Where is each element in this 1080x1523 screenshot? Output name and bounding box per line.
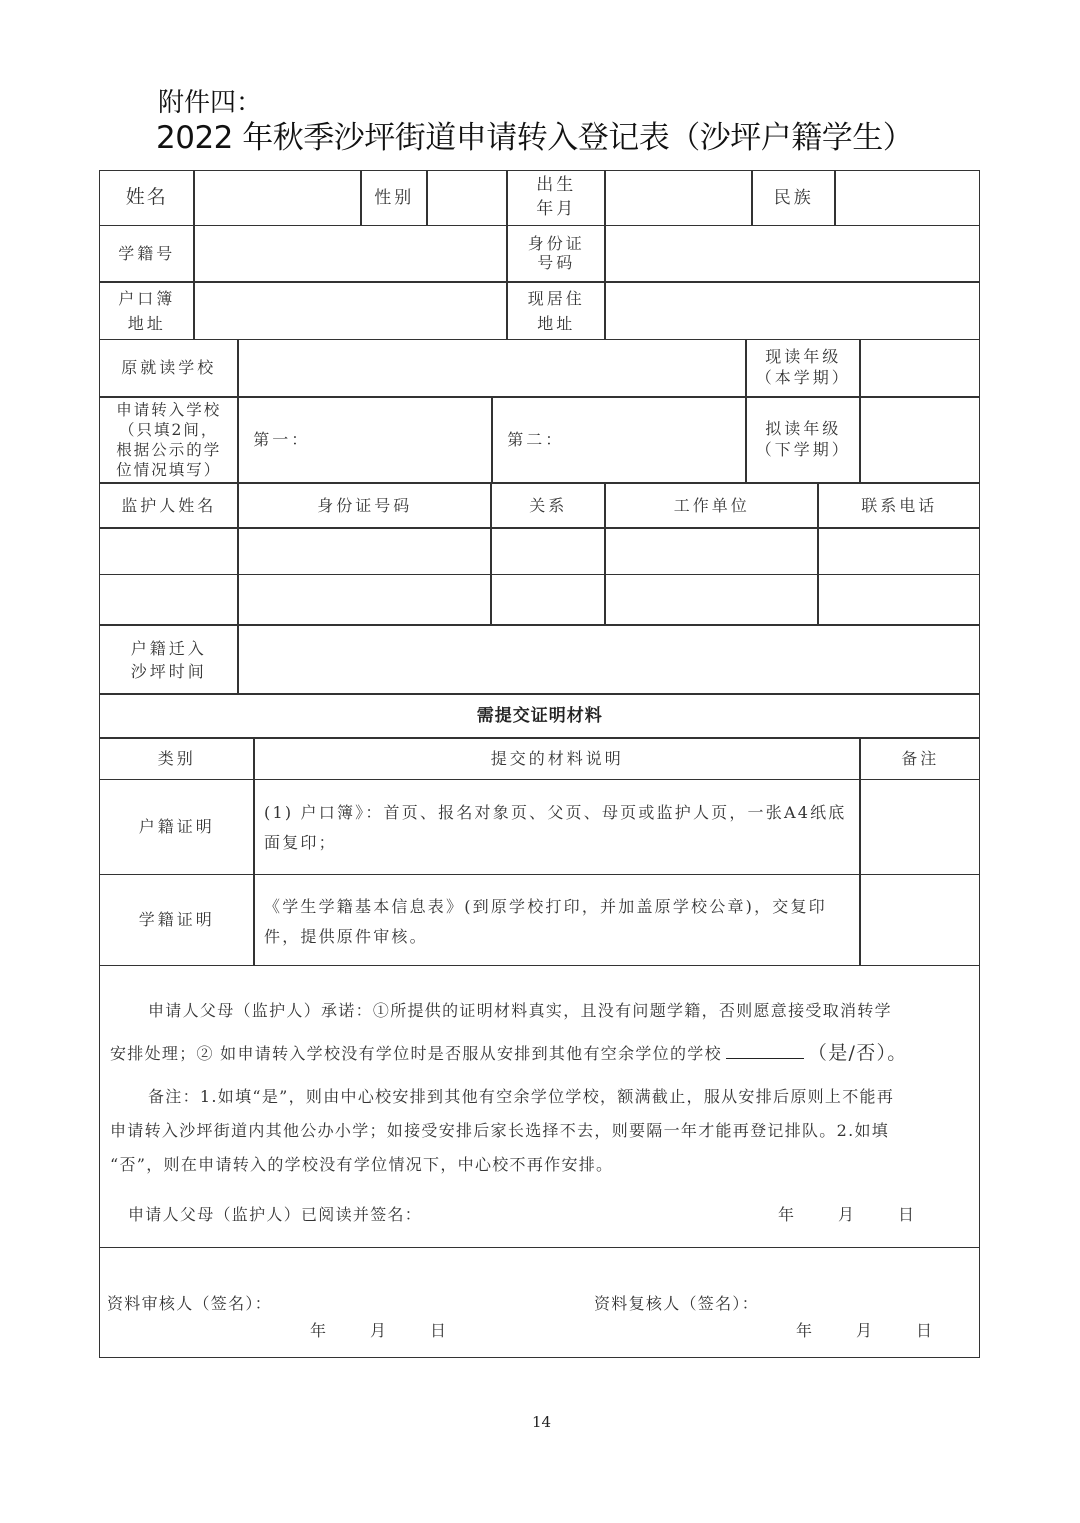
rechecker-signature-label[interactable]: 资料复核人（签名）： xyxy=(594,1294,760,1313)
form-title: 2022 年秋季沙坪街道申请转入登记表（沙坪户籍学生） xyxy=(156,120,914,156)
birth-label: 出生 年月 xyxy=(507,170,605,226)
planned-grade-label: 拟读年级 （下学期） xyxy=(746,397,860,483)
guardian-1-name[interactable] xyxy=(99,528,238,575)
guardian-1-relation[interactable] xyxy=(491,528,605,575)
guardian-header-employer: 工作单位 xyxy=(605,483,818,528)
guardian-2-employer[interactable] xyxy=(605,574,818,625)
original-school-label: 原就读学校 xyxy=(99,339,238,397)
current-address-label: 现居住 地址 xyxy=(507,282,605,340)
guardian-1-employer[interactable] xyxy=(605,528,818,575)
original-school-field[interactable] xyxy=(238,339,746,397)
notes-line-1: 备注：1.如填“是”，则由中心校安排到其他有空余学位学校，额满截止，服从安排后原则上不能再 xyxy=(148,1087,895,1106)
material-category-hukou: 户籍证明 xyxy=(99,779,254,875)
student-id-label: 学籍号 xyxy=(99,225,194,282)
guardian-1-phone[interactable] xyxy=(818,528,980,575)
materials-section-title: 需提交证明材料 xyxy=(99,694,980,738)
name-label: 姓名 xyxy=(99,170,194,226)
material-category-student-record: 学籍证明 xyxy=(99,874,254,966)
id-card-field[interactable] xyxy=(605,225,980,282)
notes-line-3: “否”，则在申请转入的学校没有学位情况下，中心校不再作安排。 xyxy=(110,1155,614,1174)
planned-grade-field[interactable] xyxy=(860,397,980,483)
reviewer-signature-label[interactable]: 资料审核人（签名）： xyxy=(107,1294,273,1313)
material-description-student-record-text: 《学生学籍基本信息表》(到原学校打印，并加盖原学校公章)，交复印件，提供原件审核。 xyxy=(264,897,827,946)
guardian-2-relation[interactable] xyxy=(491,574,605,625)
parent-signature-label[interactable]: 申请人父母（监护人）已阅读并签名： xyxy=(128,1205,423,1224)
current-address-field[interactable] xyxy=(605,282,980,340)
first-choice-field[interactable]: 第一： xyxy=(238,397,492,483)
birth-field[interactable] xyxy=(605,170,752,226)
guardian-header-id: 身份证号码 xyxy=(238,483,491,528)
materials-header-category: 类别 xyxy=(99,738,254,780)
current-grade-field[interactable] xyxy=(860,339,980,397)
reviewer-signature-date[interactable]: 年 月 日 xyxy=(310,1321,451,1340)
ethnicity-field[interactable] xyxy=(835,170,980,226)
guardian-header-relation: 关系 xyxy=(491,483,605,528)
hukou-address-label: 户口簿 地址 xyxy=(99,282,194,340)
material-note-student-record[interactable] xyxy=(860,874,980,966)
guardian-header-phone: 联系电话 xyxy=(818,483,980,528)
commitment-line-2: 安排处理；② 如申请转入学校没有学位时是否服从安排到其他有空余学位的学校 （是/否）。 xyxy=(110,1042,908,1064)
guardian-2-phone[interactable] xyxy=(818,574,980,625)
hukou-address-field[interactable] xyxy=(194,282,507,340)
rechecker-signature-date[interactable]: 年 月 日 xyxy=(796,1321,937,1340)
material-description-hukou-text: (1) 户口簿》：首页、报名对象页、父页、母页或监护人页，一张A4纸底面复印； xyxy=(264,803,847,852)
guardian-1-id[interactable] xyxy=(238,528,491,575)
hukou-move-label: 户籍迁入 沙坪时间 xyxy=(99,625,238,694)
parent-signature-date[interactable]: 年 月 日 xyxy=(778,1205,919,1224)
student-id-field[interactable] xyxy=(194,225,507,282)
apply-school-label: 申请转入学校 （只填2间， 根据公示的学 位情况填写） xyxy=(99,397,238,483)
material-note-hukou[interactable] xyxy=(860,779,980,875)
materials-header-description: 提交的材料说明 xyxy=(254,738,860,780)
guardian-2-id[interactable] xyxy=(238,574,491,625)
materials-header-note: 备注 xyxy=(860,738,980,780)
ethnicity-label: 民族 xyxy=(752,170,835,226)
id-card-label: 身份证 号码 xyxy=(507,225,605,282)
commitment-line-1: 申请人父母（监护人）承诺：①所提供的证明材料真实，且没有问题学籍，否则愿意接受取消转学 xyxy=(148,1001,892,1020)
hukou-move-field[interactable] xyxy=(238,625,980,694)
page-number: 14 xyxy=(532,1413,552,1431)
guardian-2-name[interactable] xyxy=(99,574,238,625)
notes-line-2: 申请转入沙坪街道内其他公办小学；如接受安排后家长选择不去，则要隔一年才能再登记排队。2.如填 xyxy=(110,1121,890,1140)
second-choice-field[interactable]: 第二： xyxy=(492,397,746,483)
name-field[interactable] xyxy=(194,170,361,226)
guardian-header-name: 监护人姓名 xyxy=(99,483,238,528)
gender-field[interactable] xyxy=(427,170,507,226)
gender-label: 性别 xyxy=(361,170,427,226)
attachment-label: 附件四： xyxy=(158,88,263,118)
yes-no-answer-field[interactable] xyxy=(726,1040,804,1059)
current-grade-label: 现读年级 （本学期） xyxy=(746,339,860,397)
